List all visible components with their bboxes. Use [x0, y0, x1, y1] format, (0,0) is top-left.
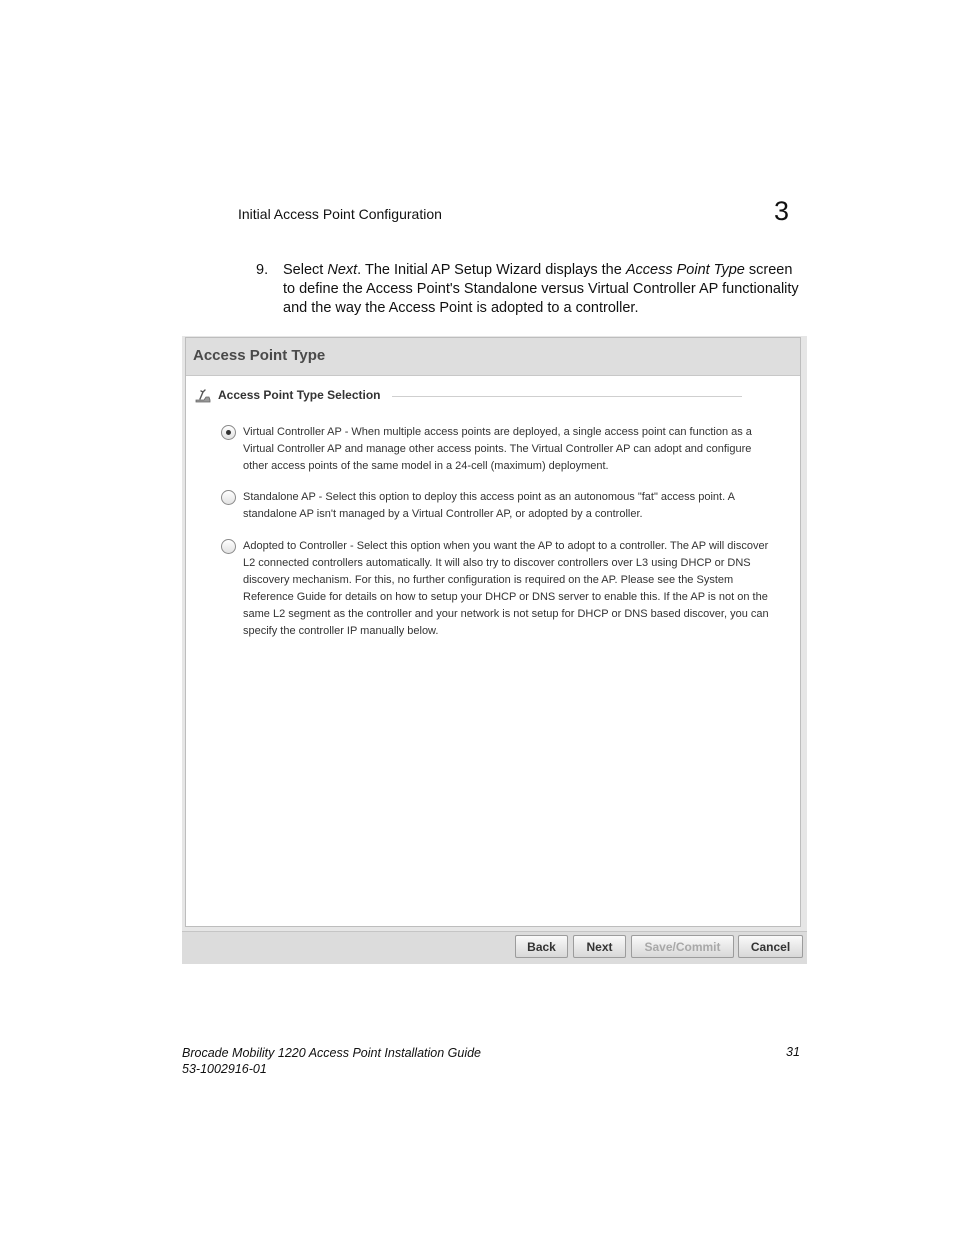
- chapter-number: 3: [774, 196, 790, 226]
- step-screen-name: Access Point Type: [625, 262, 745, 278]
- wizard-screenshot: [182, 336, 807, 963]
- back-button[interactable]: Back: [515, 935, 568, 958]
- option-label: Standalone AP - Select this option to deploy this access point as an autonomous "fat" access point. A standalone AP isn't managed by a Virtual Controller AP, or adopted by a controller.: [243, 491, 735, 520]
- wizard-button-bar: [182, 931, 807, 964]
- step-text-after: screen to define the Access Point's Standalone versus Virtual Controller AP functionality and the way the Access Point is adopted to a controller.: [283, 262, 799, 316]
- step-text-mid: . The Initial AP Setup Wizard displays the: [357, 262, 626, 278]
- wrench-icon: [194, 388, 212, 404]
- footer-doc-info: [182, 1045, 481, 1077]
- panel-header: [186, 338, 800, 376]
- section-divider: [392, 396, 742, 397]
- footer-page-number: 31: [786, 1045, 800, 1059]
- save-commit-button[interactable]: Save/Commit: [631, 935, 734, 958]
- radio-adopted-to-controller[interactable]: [221, 539, 236, 554]
- running-header-title: Initial Access Point Configuration: [238, 206, 442, 222]
- section-title: Access Point Type Selection: [218, 388, 381, 402]
- option-label: Virtual Controller AP - When multiple access points are deployed, a single access point can function as a Virtual Controller AP and manage other access points. The Virtual Controller AP can adopt and configure other access points of the same model in a 24-cell (maximum) deployment.: [243, 426, 752, 472]
- access-point-type-panel: [185, 337, 801, 927]
- section-header: [194, 386, 742, 406]
- radio-virtual-controller-ap[interactable]: [221, 425, 236, 440]
- panel-title: Access Point Type: [193, 347, 326, 364]
- option-label: Adopted to Controller - Select this option when you want the AP to adopt to a controller. The AP will discover L2 connected controllers automatically. It will also try to discover controllers over L3 using DHCP or DNS discovery mechanism. For this, no further configuration is required on the AP. Please see the System Reference Guide for details on how to setup your DHCP or DNS server to enable this. If the AP is not on the same L2 segment as the controller and your network is not setup for DHCP or DNS based discover, you can specify the controller IP manually below.: [243, 540, 769, 637]
- step-text-before: Select: [283, 262, 328, 278]
- cancel-button[interactable]: Cancel: [738, 935, 803, 958]
- next-button[interactable]: Next: [573, 935, 626, 958]
- step-text: [283, 261, 808, 318]
- radio-standalone-ap[interactable]: [221, 490, 236, 505]
- step-next-word: Next: [327, 262, 358, 278]
- footer-doc-number: 53-1002916-01: [182, 1062, 267, 1076]
- footer-guide-title: Brocade Mobility 1220 Access Point Installation Guide: [182, 1046, 482, 1060]
- step-number: 9.: [256, 262, 269, 278]
